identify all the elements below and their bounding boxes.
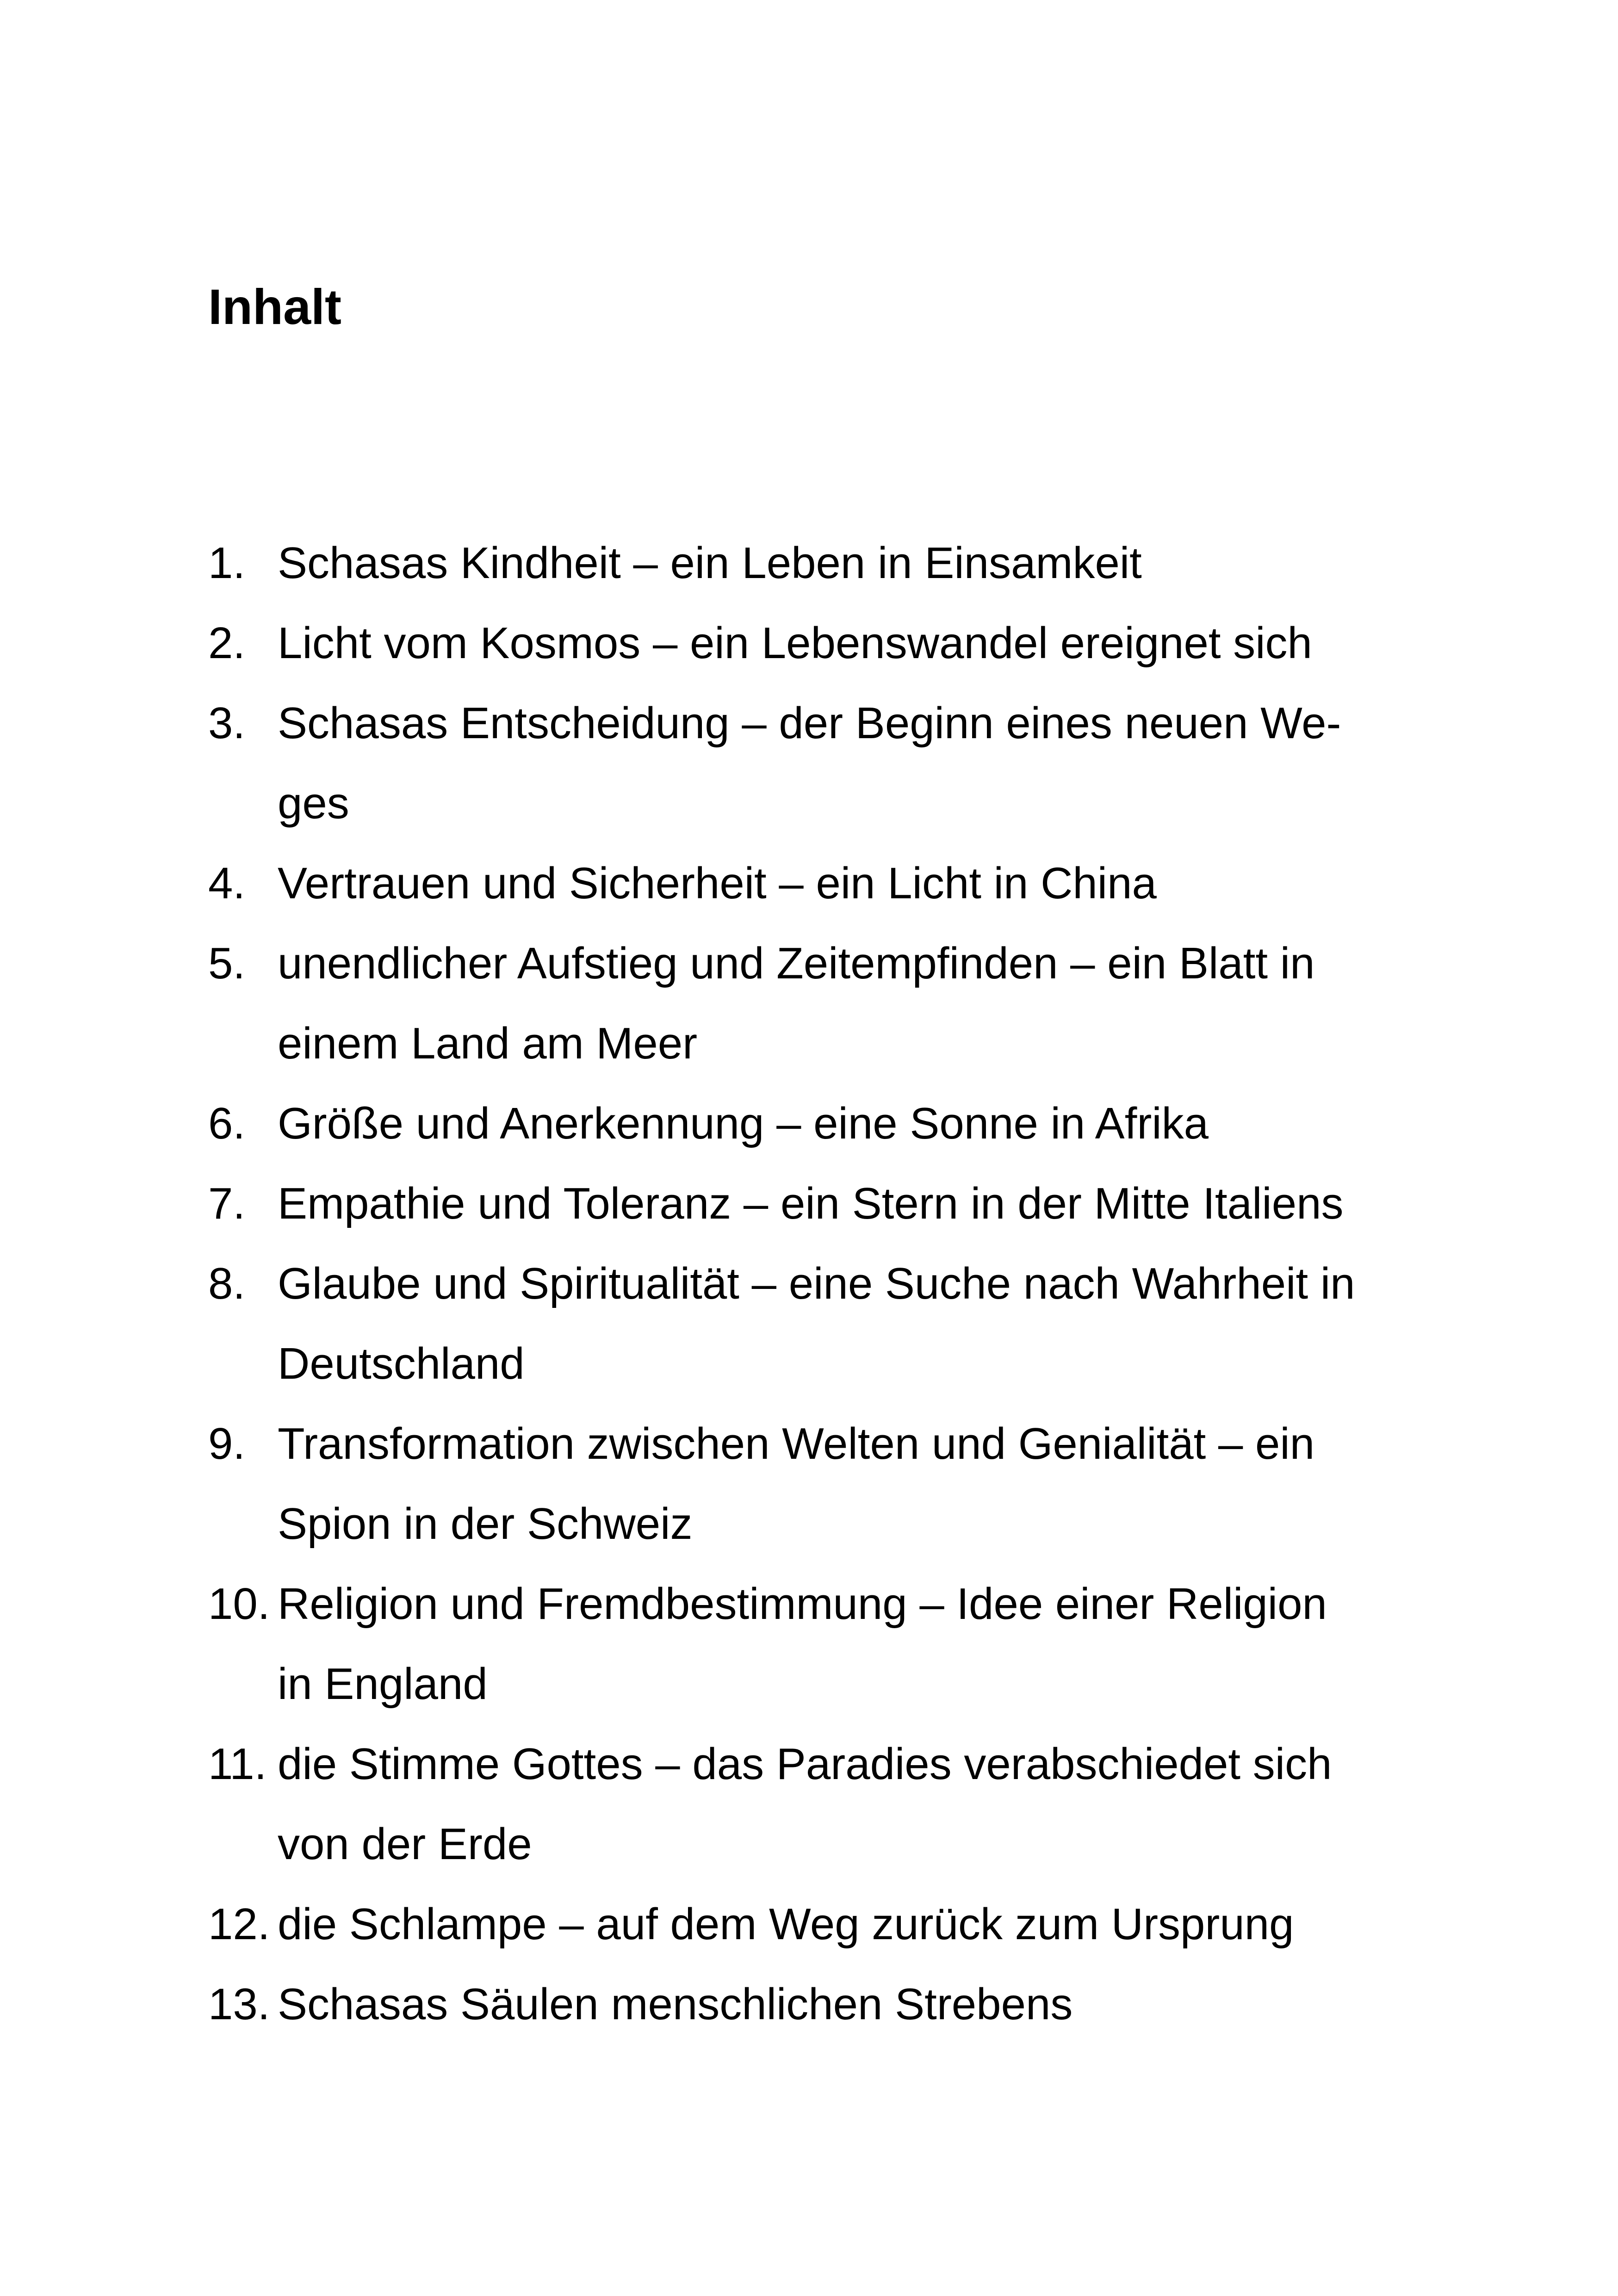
toc-entry-number: 7. [208, 1179, 246, 1228]
toc-entry-title: Transformation zwischen Welten und Genialität – ein Spion in der Schweiz [278, 1419, 1315, 1549]
toc-entry-8 [208, 1244, 1434, 1404]
toc-entry-7 [208, 1164, 1434, 1244]
toc-entry-title: Vertrauen und Sicherheit – ein Licht in China [278, 859, 1157, 908]
toc-entry-5 [208, 923, 1434, 1083]
toc-entry-2 [208, 603, 1434, 683]
toc-entry-number: 12. [208, 1899, 270, 1949]
toc-entry-title: die Schlampe – auf dem Weg zurück zum Ursprung [278, 1899, 1294, 1949]
toc-entry-title: Empathie und Toleranz – ein Stern in der Mitte Italiens [278, 1179, 1344, 1228]
toc-entry-number: 11. [208, 1739, 267, 1789]
table-of-contents [208, 523, 1434, 2044]
toc-entry-1 [208, 523, 1434, 603]
toc-entry-number: 8. [208, 1259, 246, 1308]
toc-entry-9 [208, 1404, 1434, 1564]
toc-entry-title: Schasas Säulen menschlichen Strebens [278, 1979, 1073, 2029]
toc-entry-number: 2. [208, 618, 246, 668]
toc-entry-4 [208, 843, 1434, 923]
toc-entry-number: 4. [208, 859, 246, 908]
toc-entry-number: 1. [208, 538, 246, 588]
toc-entry-3 [208, 683, 1434, 843]
toc-entry-title: Größe und Anerkennung – eine Sonne in Afrika [278, 1099, 1209, 1148]
toc-entry-title: die Stimme Gottes – das Paradies verabschiedet sich von der Erde [278, 1739, 1332, 1869]
toc-entry-title: Glaube und Spiritualität – eine Suche nach Wahrheit in Deutschland [278, 1259, 1355, 1388]
toc-entry-title: Religion und Fremdbestimmung – Idee einer Religion in England [278, 1579, 1327, 1709]
toc-entry-title: Schasas Entscheidung – der Beginn eines neuen We- ges [278, 698, 1341, 828]
toc-entry-number: 13. [208, 1979, 270, 2029]
toc-entry-number: 6. [208, 1099, 246, 1148]
toc-entry-11 [208, 1724, 1434, 1884]
page-title: Inhalt [208, 279, 341, 335]
toc-entry-10 [208, 1564, 1434, 1724]
toc-entry-title: Licht vom Kosmos – ein Lebenswandel ereignet sich [278, 618, 1312, 668]
toc-entry-title: Schasas Kindheit – ein Leben in Einsamkeit [278, 538, 1142, 588]
toc-entry-12 [208, 1884, 1434, 1964]
toc-entry-13 [208, 1964, 1434, 2044]
toc-entry-number: 9. [208, 1419, 246, 1468]
toc-entry-number: 5. [208, 939, 246, 988]
toc-entry-title: unendlicher Aufstieg und Zeitempfinden – ein Blatt in einem Land am Meer [278, 939, 1315, 1068]
toc-entry-number: 3. [208, 698, 246, 748]
toc-entry-number: 10. [208, 1579, 270, 1629]
toc-entry-6 [208, 1083, 1434, 1164]
